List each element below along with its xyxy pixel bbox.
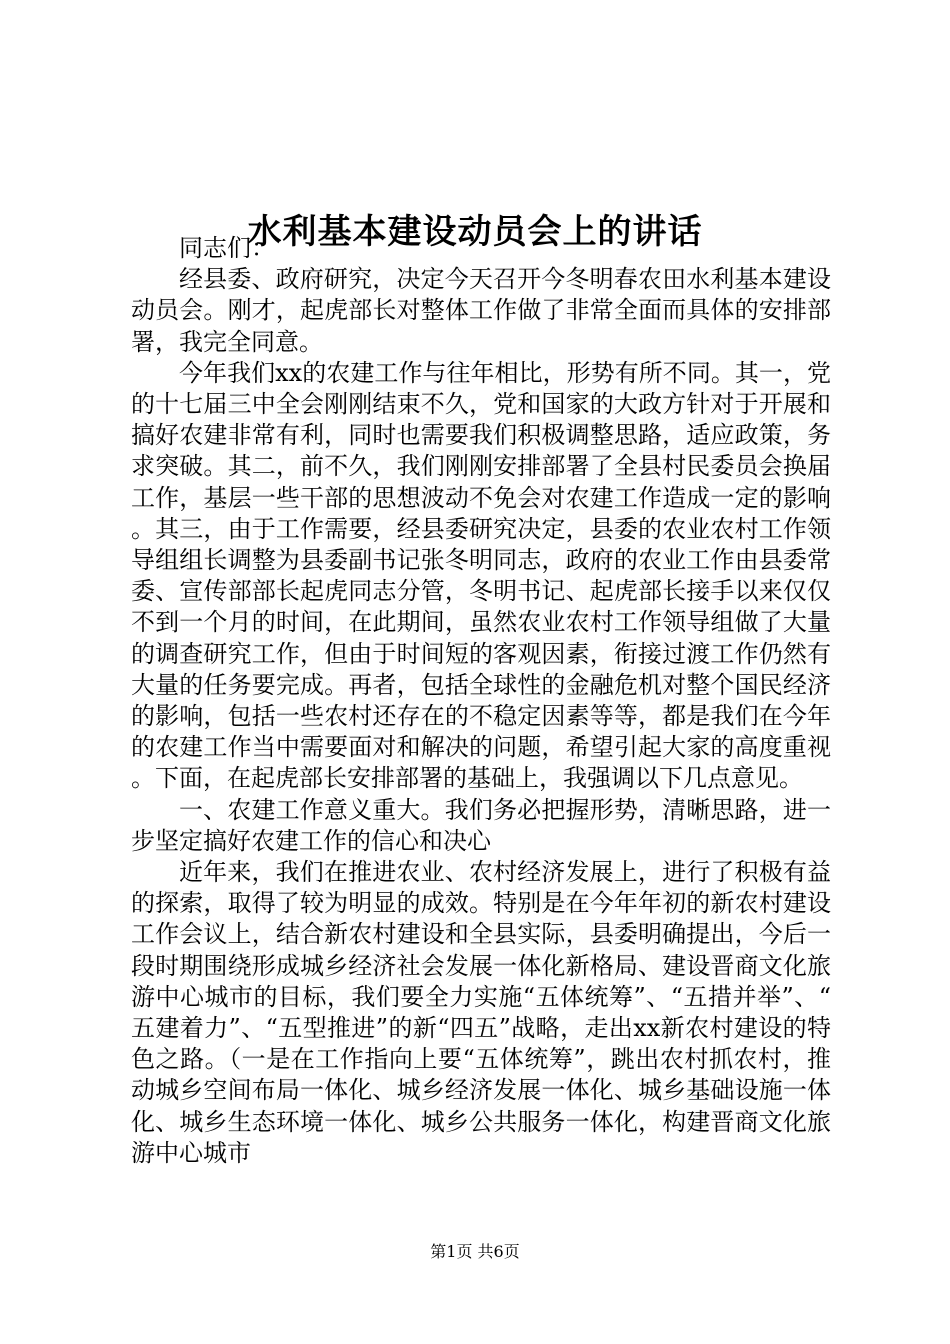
- page-number-footer: 第1页 共6页: [430, 1242, 520, 1261]
- document-title: 水利基本建设动员会上的讲话: [247, 211, 703, 252]
- body-paragraph: 经县委、政府研究，决定今天召开今冬明春农田水利基本建设动员会。刚才，起虎部长对整体工作做了非常全面而具体的安排部署，我完全同意。: [131, 265, 831, 356]
- document-body: [131, 233, 831, 1169]
- body-paragraph: 近年来，我们在推进农业、农村经济发展上，进行了积极有益的探索，取得了较为明显的成效。特别是在今年年初的新农村建设工作会议上，结合新农村建设和全县实际，县委明确提出，今后一段时期围绕形成城乡经济社会发展一体化新格局、建设晋商文化旅游中心城市的目标，我们要全力实施“五体统筹”、“五措并举”、“五建着力”、“五型推进”的新“四五”战略，走出xx新农村建设的特色之路。（一是在工作指向上要“五体统筹”，跳出农村抓农村，推动城乡空间布局一体化、城乡经济发展一体化、城乡基础设施一体化、城乡生态环境一体化、城乡公共服务一体化，构建晋商文化旅游中心城市: [131, 858, 831, 1167]
- salutation-paragraph: 同志们：: [179, 234, 275, 262]
- section-heading-paragraph: 一、农建工作意义重大。我们务必把握形势，清晰思路，进一步坚定搞好农建工作的信心和决心: [131, 795, 831, 855]
- body-paragraph: 今年我们xx的农建工作与往年相比，形势有所不同。其一，党的十七届三中全会刚刚结束不久，党和国家的大政方针对于开展和搞好农建非常有利，同时也需要我们积极调整思路，适应政策，务求突破。其二，前不久，我们刚刚安排部署了全县村民委员会换届工作，基层一些干部的思想波动不免会对农建工作造成一定的影响。其三，由于工作需要，经县委研究决定，县委的农业农村工作领导组组长调整为县委副书记张冬明同志，政府的农业工作由县委常委、宣传部部长起虎同志分管，冬明书记、起虎部长接手以来仅仅不到一个月的时间，在此期间，虽然农业农村工作领导组做了大量的调查研究工作，但由于时间短的客观因素，衔接过渡工作仍然有大量的任务要完成。再者，包括全球性的金融危机对整个国民经济的影响，包括一些农村还存在的不稳定因素等等，都是我们在今年的农建工作当中需要面对和解决的问题，希望引起大家的高度重视。下面，在起虎部长安排部署的基础上，我强调以下几点意见。: [131, 358, 831, 793]
